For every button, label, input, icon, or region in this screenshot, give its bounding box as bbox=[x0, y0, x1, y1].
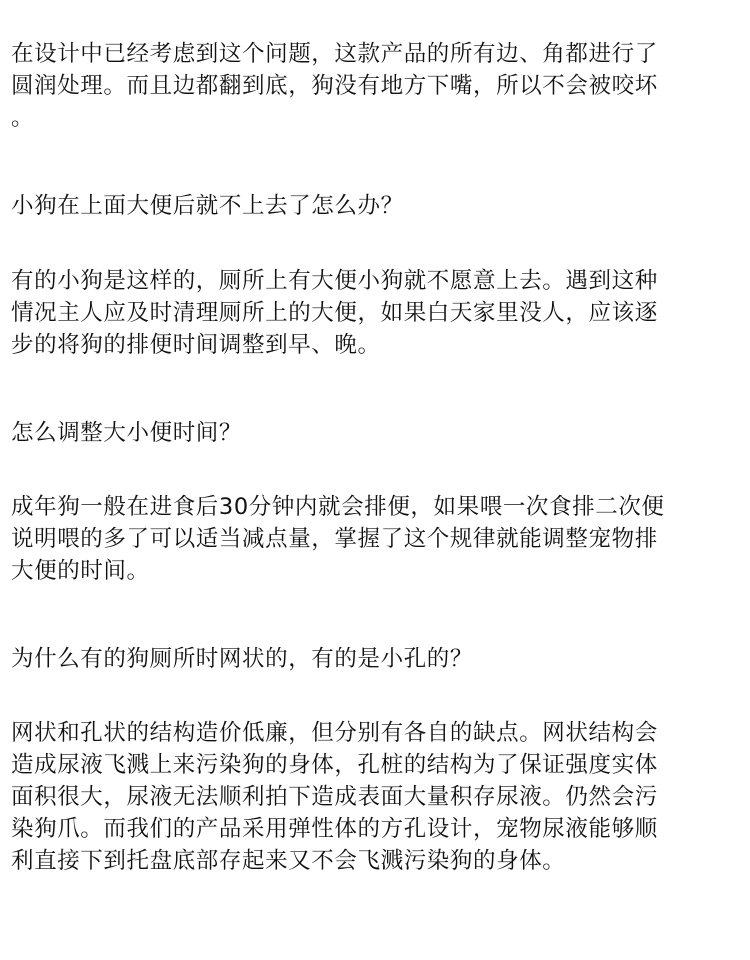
text-line: 步的将狗的排便时间调整到早、晚。 bbox=[11, 332, 381, 358]
text-line: 怎么调整大小便时间？ bbox=[11, 420, 243, 446]
question-heading-adjust-time bbox=[11, 417, 741, 449]
text-line: 面积很大，尿液无法顺利拍下造成表面大量积存尿液。仍然会污 bbox=[11, 784, 658, 810]
text-line: 在设计中已经考虑到这个问题，这款产品的所有边、角都进行了 bbox=[11, 41, 658, 67]
paragraph-mesh-vs-holes bbox=[11, 717, 741, 877]
text-line: 有的小狗是这样的，厕所上有大便小狗就不愿意上去。遇到这种 bbox=[11, 268, 658, 294]
text-line: 为什么有的狗厕所时网状的，有的是小孔的？ bbox=[11, 646, 474, 672]
text-line: 造成尿液飞溅上来污染狗的身体，孔桩的结构为了保证强度实体 bbox=[11, 752, 658, 778]
text-line: 说明喂的多了可以适当减点量，掌握了这个规律就能调整宠物排 bbox=[11, 526, 658, 552]
text-line: 染狗爪。而我们的产品采用弹性体的方孔设计，宠物尿液能够顺 bbox=[11, 816, 658, 842]
paragraph-adjust-time bbox=[11, 491, 741, 587]
text-line: 圆润处理。而且边都翻到底，狗没有地方下嘴，所以不会被咬坏 bbox=[11, 73, 658, 99]
text-line: 网状和孔状的结构造价低廉，但分别有各自的缺点。网状结构会 bbox=[11, 720, 658, 746]
question-heading-mesh-vs-holes bbox=[11, 643, 741, 675]
text-line: 。 bbox=[11, 105, 35, 131]
question-heading-after-poop bbox=[11, 190, 741, 222]
text-line: 情况主人应及时清理厕所上的大便，如果白天家里没人，应该逐 bbox=[11, 300, 658, 326]
paragraph-edge-treatment bbox=[11, 38, 741, 134]
text-line: 大便的时间。 bbox=[11, 558, 150, 584]
paragraph-clean-toilet bbox=[11, 265, 741, 361]
text-line: 利直接下到托盘底部存起来又不会飞溅污染狗的身体。 bbox=[11, 848, 566, 874]
text-line: 小狗在上面大便后就不上去了怎么办？ bbox=[11, 193, 404, 219]
text-line: 成年狗一般在进食后30分钟内就会排便，如果喂一次食排二次便 bbox=[11, 494, 665, 520]
